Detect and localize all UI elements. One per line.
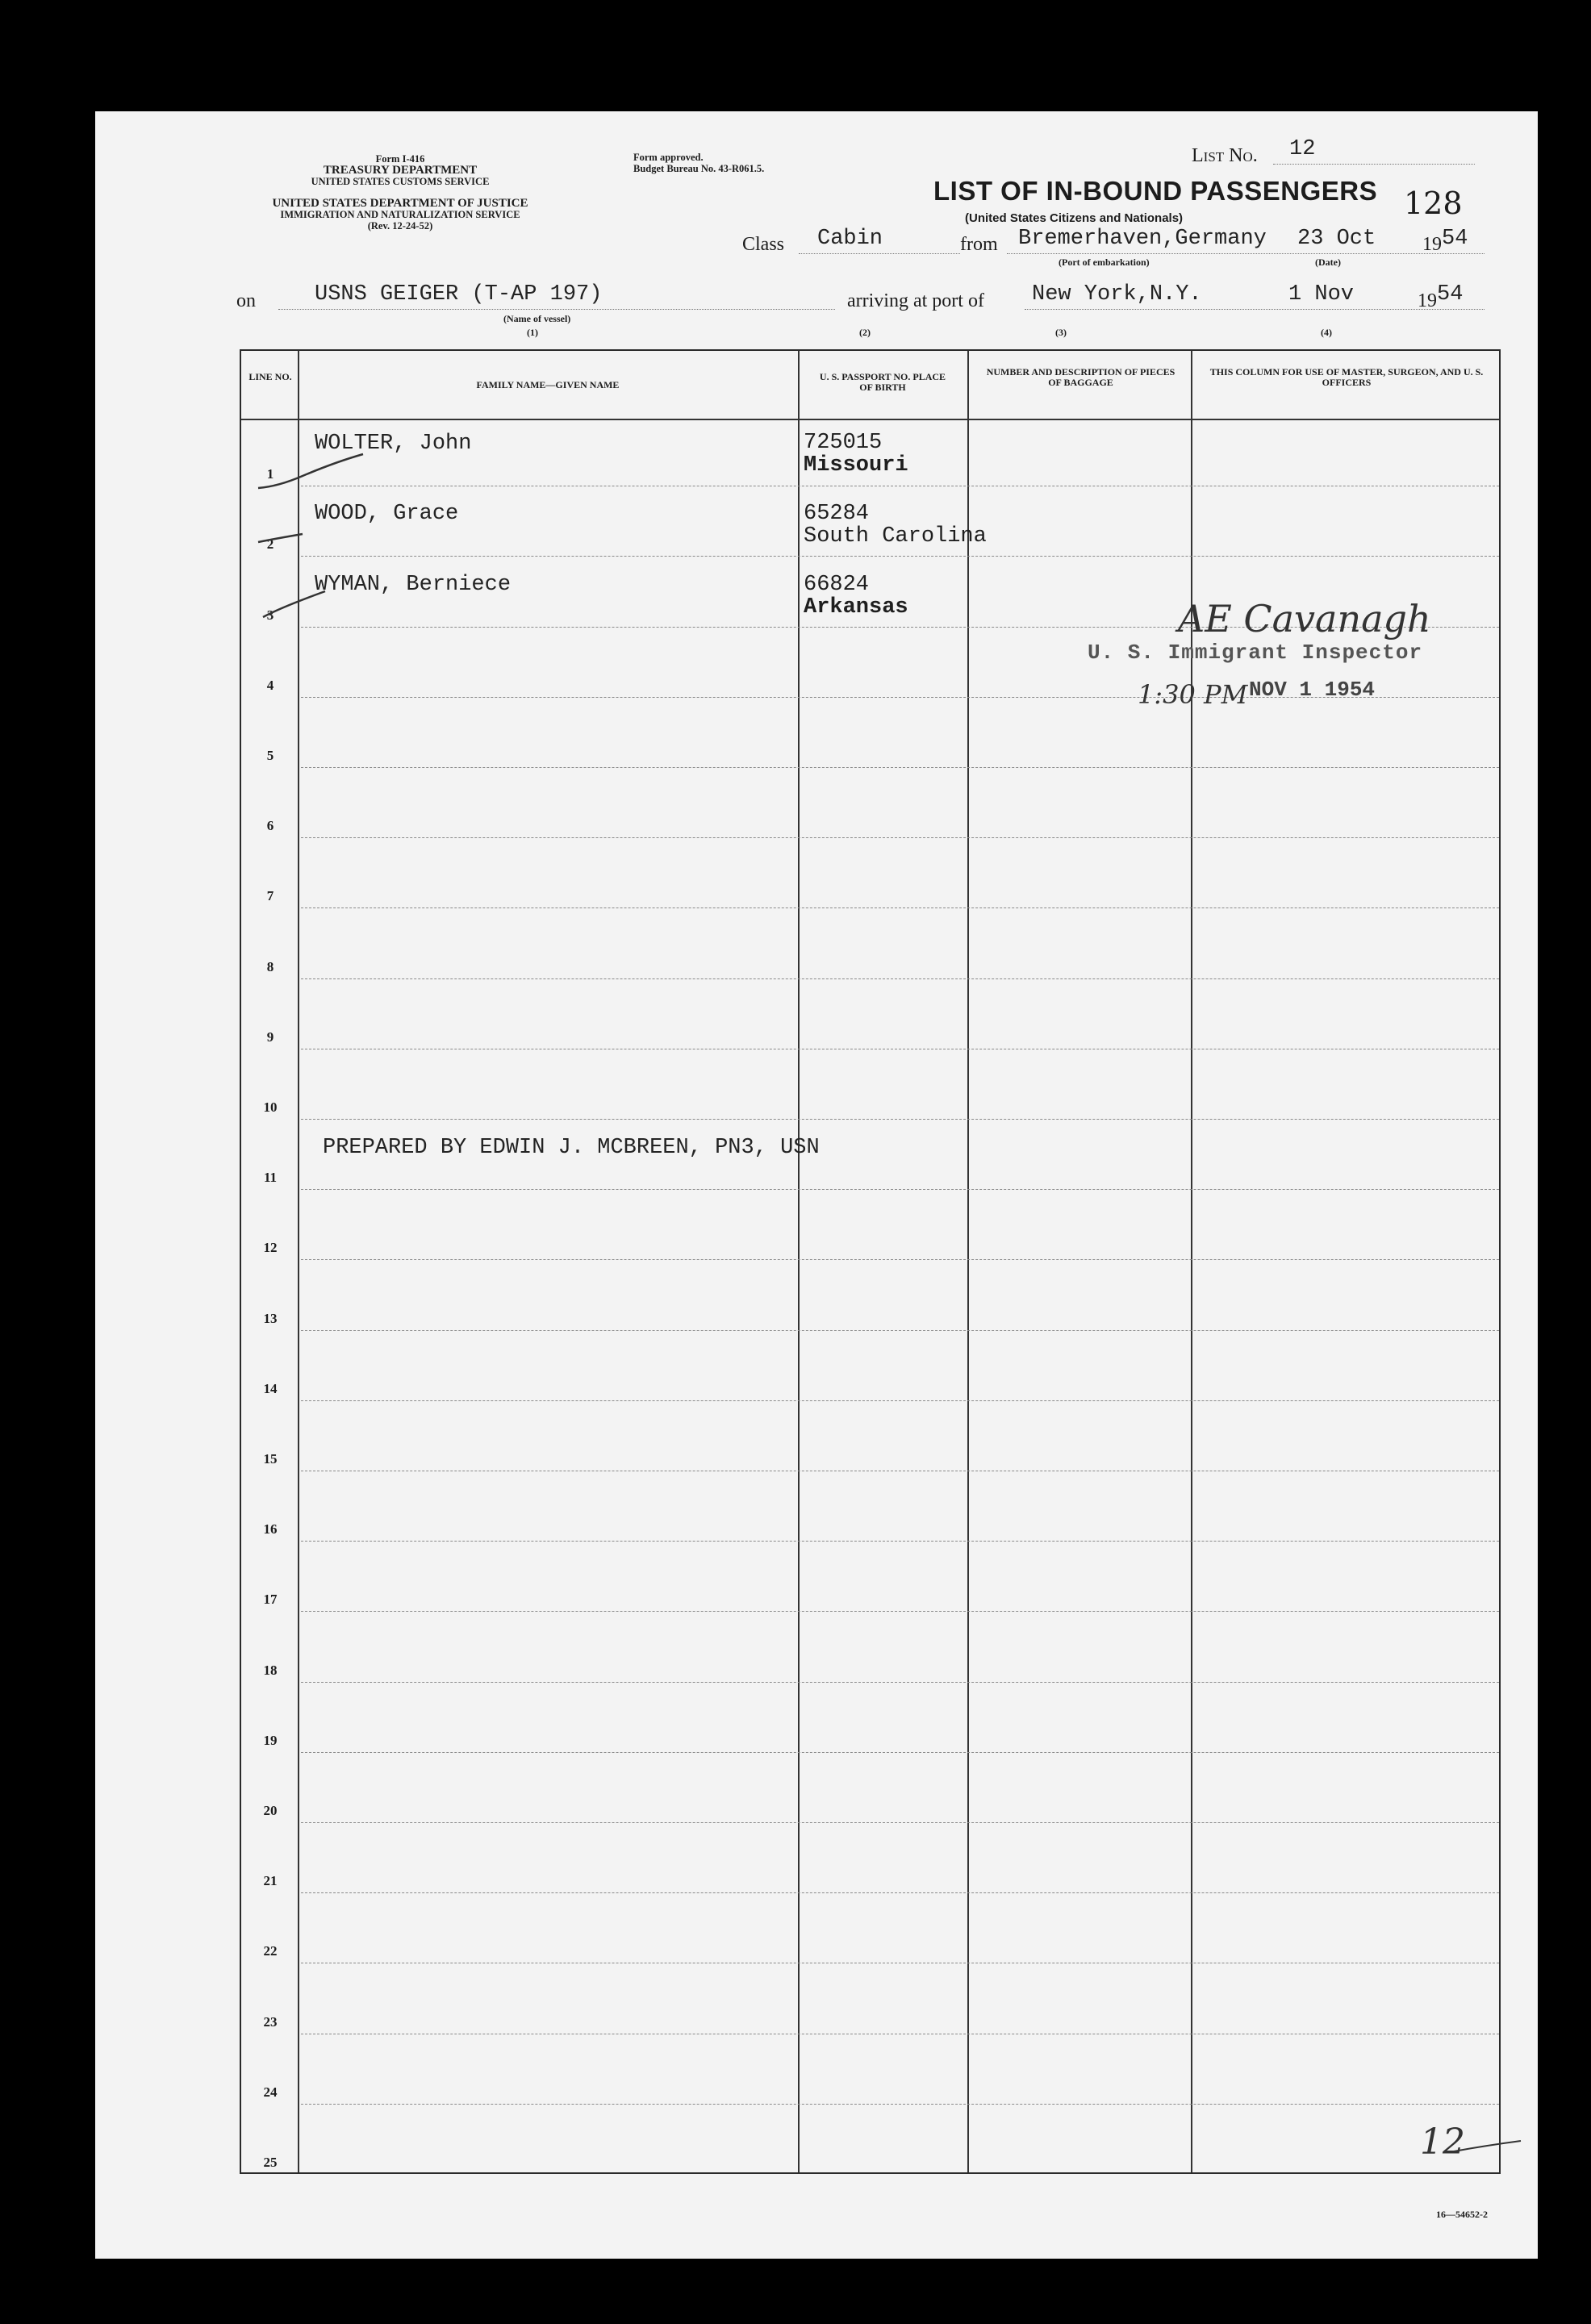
- row-number: 21: [263, 1873, 278, 1889]
- checkmark-icon: [257, 585, 329, 625]
- arrival-year-prefix: 19: [1418, 290, 1437, 311]
- header-name: FAMILY NAME—GIVEN NAME: [476, 379, 620, 390]
- row-number: 9: [266, 1028, 274, 1045]
- vessel-caption: (Name of vessel): [503, 313, 571, 324]
- prepared-by: PREPARED BY EDWIN J. MCBREEN, PN3, USN: [323, 1136, 820, 1160]
- row-number: 3: [266, 607, 274, 623]
- col-number-4: (4): [1321, 327, 1332, 338]
- footer-code: 16—54652-2: [1436, 2209, 1488, 2220]
- col-number-2: (2): [859, 327, 871, 338]
- row-number: 2: [266, 536, 274, 553]
- vessel-line: [278, 309, 835, 310]
- row-line: [301, 1682, 1499, 1683]
- inspection-time: 1:30 PM: [1138, 679, 1248, 710]
- row-number: 23: [263, 2013, 278, 2030]
- inspector-signature: AE Cavanagh: [1178, 597, 1431, 640]
- row-number: 17: [263, 1592, 278, 1608]
- row-line: [301, 1119, 1499, 1120]
- passenger-birthplace: Arkansas: [804, 595, 908, 620]
- row-number: 19: [263, 1732, 278, 1748]
- row-line: [301, 1330, 1499, 1331]
- date-caption: (Date): [1315, 257, 1341, 268]
- class-value: Cabin: [817, 227, 883, 251]
- from-year-prefix: 19: [1422, 234, 1442, 255]
- from-label: from: [960, 234, 998, 255]
- row-line: [301, 1189, 1499, 1190]
- arrival-year: 54: [1437, 282, 1464, 307]
- row-number: 18: [263, 1662, 278, 1678]
- port-embark-caption: (Port of embarkation): [1059, 257, 1150, 268]
- col-number-3: (3): [1055, 327, 1067, 338]
- row-number: 25: [263, 2155, 278, 2170]
- page-mark: 12: [1420, 2122, 1465, 2163]
- col-divider: [967, 351, 969, 2172]
- passenger-passport: 65284: [804, 502, 870, 526]
- customs-label: UNITED STATES CUSTOMS SERVICE: [311, 176, 490, 187]
- from-year: 54: [1442, 227, 1468, 251]
- row-line: [301, 1822, 1499, 1823]
- header-baggage: NUMBER AND DESCRIPTION OF PIECES OF BAGGAGE: [986, 366, 1176, 388]
- row-line: [301, 1752, 1499, 1753]
- justice-block: [223, 198, 578, 232]
- row-line: [301, 1400, 1499, 1401]
- passenger-birthplace: Missouri: [804, 453, 908, 478]
- header-separator: [241, 419, 1499, 420]
- on-label: on: [236, 290, 256, 311]
- arrival-line: [1025, 309, 1485, 310]
- passenger-name: WOOD, Grace: [315, 502, 459, 526]
- passenger-passport: 66824: [804, 573, 870, 597]
- class-label: Class: [742, 234, 785, 255]
- inspector-title: U. S. Immigrant Inspector: [1088, 640, 1423, 665]
- row-line: [301, 978, 1499, 979]
- row-line: [301, 1611, 1499, 1612]
- page-subtitle: (United States Citizens and Nationals): [965, 211, 1184, 225]
- row-number: 4: [266, 677, 274, 693]
- col-number-1: (1): [527, 327, 538, 338]
- row-number: 24: [263, 2084, 278, 2100]
- page-title: LIST OF IN-BOUND PASSENGERS: [933, 176, 1378, 206]
- row-number: 13: [263, 1310, 278, 1326]
- treasury-label: TREASURY DEPARTMENT: [323, 164, 478, 177]
- list-no-line: [1273, 164, 1475, 165]
- class-line: [799, 253, 960, 254]
- header-officers: THIS COLUMN FOR USE OF MASTER, SURGEON, AND U. S. OFFICERS: [1209, 366, 1484, 388]
- row-line: [301, 907, 1499, 908]
- stamp-number: 128: [1404, 186, 1463, 221]
- row-number: 7: [266, 888, 274, 904]
- passenger-passport: 725015: [804, 431, 883, 455]
- row-number: 15: [263, 1451, 278, 1467]
- arrival-port: New York,N.Y.: [1032, 282, 1202, 307]
- form-approved: Form approved.: [633, 152, 704, 163]
- arrival-date: 1 Nov: [1288, 282, 1355, 307]
- row-number: 1: [266, 466, 274, 482]
- checkmark-icon: [254, 448, 367, 496]
- row-line: [301, 1541, 1499, 1542]
- row-number: 22: [263, 1943, 278, 1959]
- approval-block: [633, 152, 764, 174]
- checkmark-icon: [254, 524, 319, 557]
- header-line-no: LINE NO.: [248, 371, 292, 382]
- justice-label: UNITED STATES DEPARTMENT OF JUSTICE: [272, 197, 528, 210]
- row-line: [301, 1259, 1499, 1260]
- row-line: [301, 837, 1499, 838]
- row-number: 8: [266, 958, 274, 974]
- row-number: 5: [266, 748, 274, 763]
- list-no-value: 12: [1289, 137, 1316, 161]
- from-port: Bremerhaven,Germany: [1018, 227, 1267, 251]
- row-number: 12: [263, 1240, 278, 1256]
- row-number: 20: [263, 1803, 278, 1818]
- passenger-name: WYMAN, Berniece: [315, 573, 512, 597]
- row-number: 10: [263, 1099, 278, 1115]
- inspection-date-stamp: NOV 1 1954: [1249, 678, 1376, 702]
- ins-label: IMMIGRATION AND NATURALIZATION SERVICE: [280, 209, 520, 220]
- row-number: 16: [263, 1521, 278, 1538]
- budget-bureau: Budget Bureau No. 43-R061.5.: [633, 163, 765, 174]
- vessel-name: USNS GEIGER (T-AP 197): [315, 282, 603, 307]
- row-number: 6: [266, 818, 274, 834]
- passenger-name: WOLTER, John: [315, 432, 472, 456]
- row-number: 14: [263, 1380, 278, 1396]
- arriving-label: arriving at port of: [847, 290, 984, 311]
- revision-label: (Rev. 12-24-52): [367, 220, 433, 232]
- from-date: 23 Oct: [1297, 227, 1376, 251]
- row-line: [301, 556, 1499, 557]
- row-line: [301, 767, 1499, 768]
- col-divider: [798, 351, 800, 2172]
- header-passport: U. S. PASSPORT NO. PLACE OF BIRTH: [819, 371, 946, 393]
- row-line: [301, 2104, 1499, 2105]
- page-mark-underline: [1452, 2139, 1525, 2155]
- row-number: 11: [263, 1170, 278, 1186]
- passenger-birthplace: South Carolina: [804, 524, 987, 549]
- row-line: [301, 1892, 1499, 1893]
- from-line: [1007, 253, 1485, 254]
- agency-block: [231, 153, 570, 187]
- list-no-label: List No.: [1192, 145, 1258, 166]
- form-number: Form I-416: [375, 153, 425, 165]
